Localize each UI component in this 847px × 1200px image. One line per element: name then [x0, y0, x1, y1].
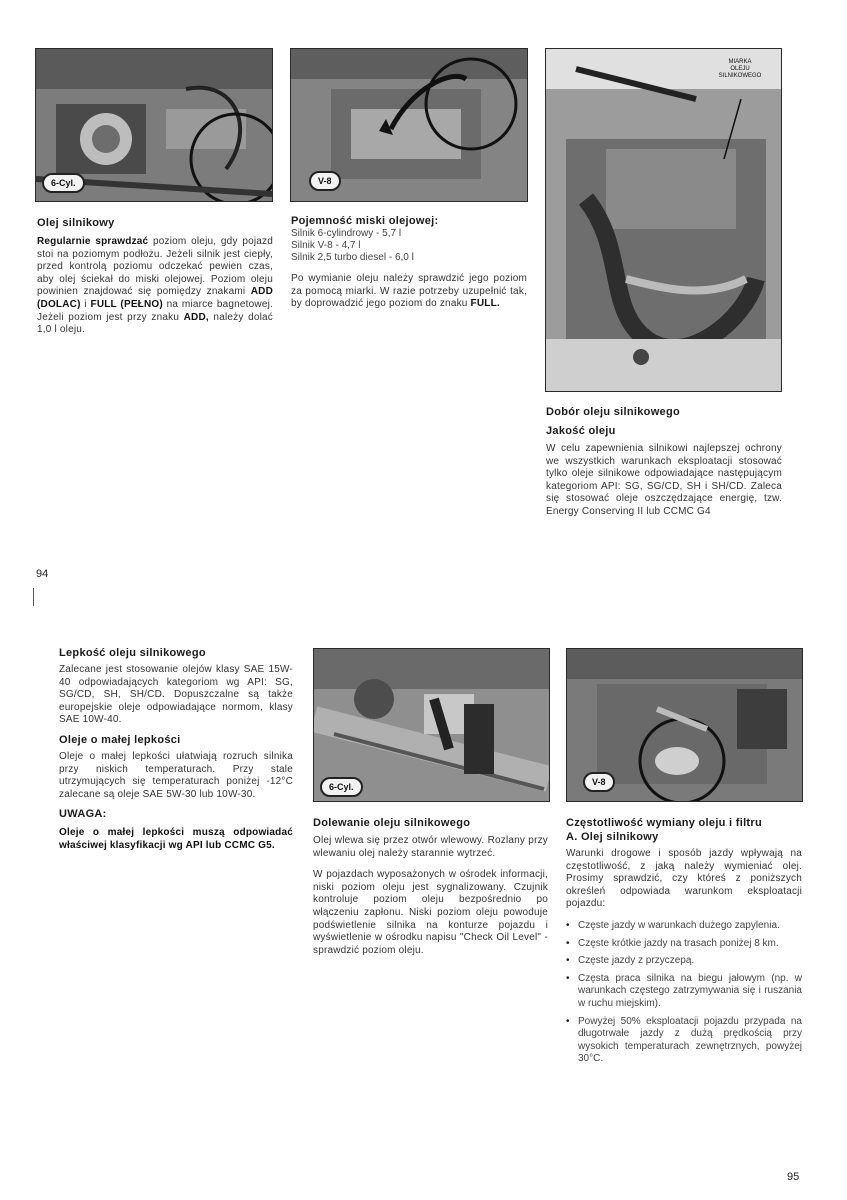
section-oil-selection — [546, 405, 782, 519]
page-number: 94 — [36, 568, 49, 580]
list-item: • Powyżej 50% eksploatacji pojazdu przypada na długotrwałe jazdy z dużą prędkością przy wysokich temperaturach zewnętrznych, powyżej 30°C. — [566, 1016, 802, 1066]
text: Oleje o małej lepkości muszą odpowiadać właściwej klasyfikacji wg API lub CCMC G5. — [59, 827, 293, 851]
section-heading: Olej silnikowy — [37, 217, 115, 229]
conditions-list — [566, 920, 802, 1066]
engine-photo-6cyl-dipstick — [35, 48, 273, 202]
section-heading: Pojemność miski olejowej: — [291, 215, 439, 227]
paragraph: W pojazdach wyposażonych w ośrodek informacji, niski poziom oleju jest sygnalizowany. Czujnik kontroluje poziom oleju bezpośrednio po włączeniu zapłonu. Niski poziom oleju powoduje podświetlenie silnika na konturze pojazdu i wyświetlenie w ośrodku napisu "Check Oil Level" - sprawdzić poziom oleju. — [313, 869, 548, 956]
paragraph — [291, 273, 527, 311]
paragraph: Zalecane jest stosowanie olejów klasy SAE 15W-40 odpowiadających kategoriom wg API: SG, SG/CD, SH, SH/CD. Dopuszczalne są także europejskie oleje odpowiadające normom, klasy SAE 10W-40. — [59, 664, 293, 726]
paragraph: Warunki drogowe i sposób jazdy wpływają na częstotliwość, z jaką należy wymieniać olej. Prosimy sprawdzić, czy któreś z poniższych określeń odpowiada warunkom eksploatacji pojazdu: — [566, 848, 802, 910]
engine-photo-v8-dipstick — [290, 48, 528, 202]
list-item: • Częste jazdy z przyczepą. — [566, 955, 802, 968]
list-item: • Częste jazdy w warunkach dużego zapylenia. — [566, 920, 802, 933]
bold-text: ADD, — [183, 311, 209, 323]
section-heading: Lepkość oleju silnikowego — [59, 647, 206, 659]
page-number: 95 — [787, 1171, 800, 1183]
list-item: • Częste krótkie jazdy na trasach poniżej 8 km. — [566, 938, 802, 951]
capacity-line: Silnik 2,5 turbo diesel - 6,0 l — [291, 252, 414, 263]
capacity-line: Silnik 6-cylindrowy - 5,7 l — [291, 228, 402, 239]
engine-photo-oil-dipstick-location — [545, 48, 782, 392]
paragraph: Oleje o małej lepkości ułatwiają rozruch silnika przy niskich temperaturach. Przy stale utrzymujących się temperaturach poniżej -12°C zalecane są oleje SAE 5W-30 lub 10W-30. — [59, 750, 293, 800]
list-item: • Częsta praca silnika na biegu jałowym (np. w warunkach częstego zatrzymywania się i ruszania w ruchu miejskim). — [566, 973, 802, 1011]
paragraph: W celu zapewnienia silnikowi najlepszej ochrony we wszystkich warunkach eksploatacji stosować tylko oleje silnikowe odpowiadające następującym kategoriom API: SG, SG/CD, SH i SH/CD. Zaleca się stosować oleje oszczędzające energię, tzw. Energy Conserving II lub CCMC G4 — [546, 443, 782, 517]
section-heading: Oleje o małej lepkości — [59, 733, 181, 746]
callout-line: MIARKA — [728, 59, 752, 65]
section-heading: Dolewanie oleju silnikowego — [313, 817, 471, 829]
engine-type-badge: V-8 — [309, 171, 341, 191]
bold-text: Regularnie sprawdzać — [37, 236, 149, 247]
section-oil-change-frequency — [566, 816, 802, 1071]
dipstick-callout — [704, 59, 776, 80]
section-subheading: A. Olej silnikowy — [566, 831, 659, 843]
section-subheading: Jakość oleju — [546, 425, 616, 437]
text: na miarce bagnetowej. Jeżeli poziom jest przy znaku — [37, 298, 273, 323]
text: i — [80, 298, 91, 310]
engine-type-badge: 6-Cyl. — [42, 173, 85, 193]
section-adding-oil — [313, 816, 548, 957]
callout-line: SILNIKOWEGO — [718, 73, 762, 79]
section-oil-viscosity — [59, 646, 293, 853]
callout-line: OLEJU — [730, 66, 750, 72]
capacity-line: Silnik V-8 - 4,7 l — [291, 240, 361, 251]
bold-text: ADD (DOLAC) — [37, 286, 273, 310]
warning-heading: UWAGA: — [59, 808, 107, 821]
engine-photo-v8-oil-filler — [566, 648, 803, 802]
warning-paragraph — [59, 827, 293, 852]
bold-text: FULL. — [470, 298, 500, 310]
engine-photo-6cyl-oil-filler — [313, 648, 550, 802]
text: poziom oleju, gdy pojazd stoi na poziomym podłożu. Jeżeli silnik jest ciepły, przed kontrolą poziomu odczekać pewien czas, aby olej ściekał do miski olejowej. Poziom oleju powinien znajdować się pomiędzy znakami — [37, 236, 273, 298]
engine-type-badge: 6-Cyl. — [320, 777, 363, 797]
text: należy dolać 1,0 l oleju. — [37, 311, 273, 336]
section-oil-pan-capacity — [291, 214, 527, 311]
margin-mark — [33, 588, 34, 606]
section-engine-oil — [37, 216, 273, 337]
section-heading: Dobór oleju silnikowego — [546, 406, 681, 418]
paragraph — [37, 236, 273, 337]
section-heading: Częstotliwość wymiany oleju i filtru — [566, 817, 763, 829]
paragraph: Olej wlewa się przez otwór wlewowy. Rozlany przy wlewaniu olej należy starannie wytrzeć. — [313, 835, 548, 859]
engine-type-badge: V-8 — [583, 772, 615, 792]
bold-text: FULL (PEŁNO) — [90, 298, 163, 310]
text: Po wymianie oleju należy sprawdzić jego poziom za pomocą miarki. W razie potrzeby uzupełnić tak, by doprowadzić jego poziom do znaku — [291, 273, 527, 310]
